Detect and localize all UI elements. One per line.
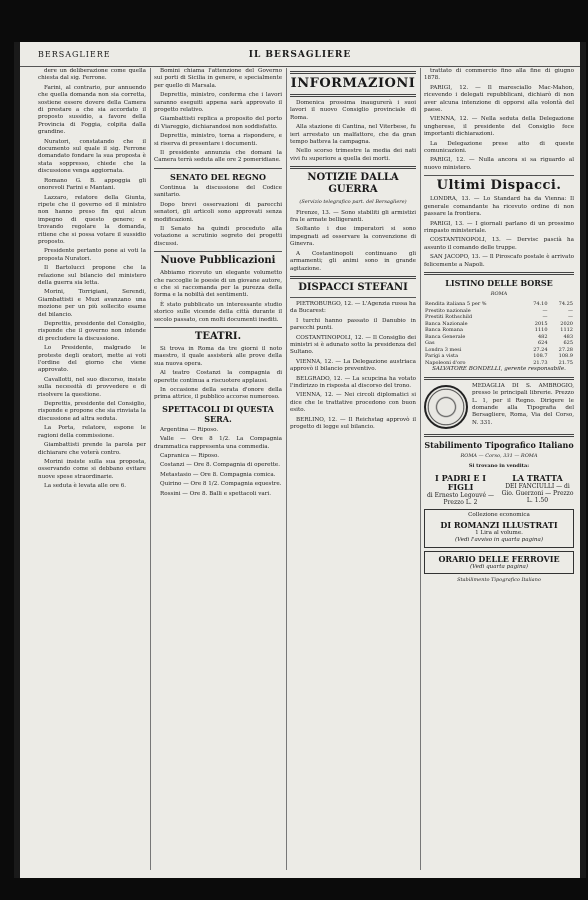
ad-subheading: ROMA — Corso, 331 — ROMA [460,452,538,459]
stock-name: Parigi a vista [425,353,459,360]
stock-value: 2015 [534,320,548,327]
book-title: LA TRATTA [512,472,563,483]
paragraph: Si trova in Roma da tre giorni il noto maestro, il quale assisterà alle prove della sua nuova opera. [154,345,282,367]
section-heading-guerra: NOTIZIE DALLA GUERRA [307,172,399,196]
footer-imprint: Stabilimento Tipografico Italiano [457,577,541,583]
divider [424,175,574,176]
paragraph: dere un deliberazione come quella chiesta dal sig. Ferrone. [38,68,146,82]
stock-value: 21.73 [533,359,548,366]
stock-heading: LISTINO DELLE BORSE [445,277,553,288]
stock-name: Napoleoni d'oro [425,359,466,366]
column-rule [286,68,287,870]
column-4 [424,68,574,872]
masthead-left: BERSAGLIERE [38,50,111,59]
paragraph: Al teatro Costanzi la compagnia di operette continua a riscuotere applausi. [154,370,282,384]
ad-book-left [424,474,497,507]
divider [424,434,574,437]
paragraph: Romano G. B. appoggia gli onorevoli Farini e Mantani. [38,177,146,192]
stock-value: 624 [537,340,548,347]
paragraph: Argentina — Riposo. [160,426,219,433]
paragraph: In occasione della serata d'onore della prima attrice, il pubblico accorse numeroso. [154,387,282,401]
right-page-edge [580,42,586,878]
stock-value: 625 [563,340,573,347]
column-2 [154,68,282,872]
section-heading-ultimi-dispacci: Ultimi Dispacci. [436,178,562,194]
paragraph: Giambattisti prende la parola per dichiarare che voterà contro. [38,442,146,456]
signature-line: SALVATORE BONDELLI, gerente responsabile. [432,366,566,373]
paragraph: Capranica — Riposo. [160,453,220,460]
section-heading-spettacoli: SPETTACOLI DI QUESTA SERA. [162,403,274,424]
paragraph: Continua la discussione del Codice sanitario. [154,184,282,199]
divider [424,377,574,380]
ad-subtitle: 1 Lira al volume. [475,529,523,536]
ad-note: (Vedi quarta pagina) [469,563,529,570]
stock-value: 74.10 [533,301,548,308]
stock-value: 74.25 [558,301,573,308]
stock-table [424,301,574,366]
stock-value: 27.24 [533,346,548,353]
masthead-title: IL BERSAGLIERE [248,50,352,60]
section-subheading: (Servizio telegrafico part. del Bersagliere) [299,199,407,206]
column-rule [150,68,151,870]
newspaper-page [20,42,580,878]
section-heading-senato: SENATO DEL REGNO [170,171,266,182]
divider [290,297,416,298]
ad-text: MEDAGLIA DI S. AMBROGIO, presso le principali librerie. Prezzo L. 1, per il Regno. Dirigere le domande alla Tipografia del Bersagliere, Roma, Via del Corso, N. 331. [472,382,574,426]
paragraph: Deprettis, presidente del Consiglio, risponde che il governo non intende di precludere la discussione. [38,321,146,342]
book-title: I PADRI E I FIGLI [435,472,486,492]
stock-value: 108.9 [558,353,573,360]
masthead [20,44,580,67]
stock-subheading: ROMA [490,290,508,297]
stock-value: — [568,307,573,314]
stock-value: — [542,307,548,314]
book-info: DEI FANCIULLI — di Gio. Guerzoni — Prezzo L. 1.50 [501,482,574,505]
paragraph: Deprettis, ministro, torna a rispondere, e si riserva di presentare i documenti. [154,133,282,147]
divider [424,272,574,275]
stock-name: Gas [425,340,435,347]
paragraph: Lazzaro, relatore della Giunta, ripete che il governo ed il ministro non hanno preso fin qui alcun impegno di questo genere; e trovando regolare la domanda, ritiene che si possa votare il sussidio proposto. [38,194,146,245]
paragraph: PIETROBURGO, 12. — L'Agenzia russa ha da Bucarest: [290,300,416,315]
ad-title: DI ROMANZI ILLUSTRATI [440,519,558,530]
column-rule [420,68,421,870]
paragraph: A Costantinopoli continuano gli armamenti; gli animi sono in grande agitazione. [290,250,416,272]
paragraph: Nuratori, constatando che il documento sul quale il sig. Ferrone domandato fondare la sua proposta è stata soppresso, chiede che la discussione venga aggiornata. [38,138,146,175]
paragraph: VIENNA, 12. — Nei circoli diplomatici si dice che le trattative procedono con buon esito. [290,392,416,414]
paragraph: Abbiamo ricevuto un elegante volumetto che raccoglie le poesie di un giovane autore, e che si raccomanda per la purezza della forma e la nobiltà dei sentimenti. [154,270,282,299]
paragraph: Soltanto i due imperatori si sono impegnati ad osservare la convenzione di Ginevra. [290,226,416,248]
stock-value: 108.7 [533,353,548,360]
stock-name: Banca Romana [425,327,463,334]
paragraph: Il presidente annunzia che domani la Camera terrà seduta alle ore 2 pomeridiane. [154,150,282,164]
stock-name: Prestito nazionale [425,307,471,314]
ad-pretitle: Collezione economica [468,512,530,519]
stock-value: 27.28 [558,346,573,353]
paragraph: Lo Presidente, malgrado le proteste degli oratori, mette ai voti l'ordine del giorno che viene approvato. [38,345,146,374]
column-3 [290,68,416,872]
ad-box-romanzi [424,509,574,547]
paragraph: Morini, Torrigiani, Serendi, Giambattisti e Muzi avanzano una mozione per un più sollecito esame del bilancio. [38,289,146,318]
advertisement-medal [424,383,574,431]
divider [154,168,282,169]
paragraph: Metastasio — Ore 8. Compagnia comica. [160,471,276,478]
paragraph: Quirino — Ore 8 1/2. Compagnia equestre. [160,481,282,488]
paragraph: Il Bartolucci propone che la relazione sul bilancio del ministero della guerra sia letta. [38,265,146,286]
paragraph: Domenica prossima inaugurerà i suoi lavori il nuovo Consiglio provinciale di Roma. [290,100,416,121]
paragraph: BELGRADO, 12. — La scupcina ha votato l'indirizzo in risposta al discorso del trono. [290,375,416,389]
divider [290,276,416,279]
ad-note: (Vedi l'avviso in quarta pagina) [454,537,544,544]
ad-title: ORARIO DELLE FERROVIE [438,553,560,564]
paragraph: Nello scorso trimestre la media dei nati vivi fu superiore a quella dei morti. [290,148,416,162]
stock-name: Rendita italiana 5 per % [425,301,487,308]
medal-seal-icon [424,385,468,429]
paragraph: I turchi hanno passato il Danubio in parecchi punti. [290,317,416,332]
book-info: di Ernesto Legouvé — Prezzo L. 2 [426,491,495,506]
paragraph: VIENNA, 12. — La Delegazione austriaca approvò il bilancio preventivo. [290,358,416,373]
paragraph: È stato pubblicato un interessante studio storico sulle vicende della città durante il secolo passato, con molti documenti inediti. [154,301,282,323]
paragraph: COSTANTINOPOLI, 12. — Il Consiglio dei ministri si è adunato sotto la presidenza del Sultano. [290,334,416,356]
stock-value: 482 [537,333,548,340]
paragraph: PARIGI, 12. — Il maresciallo Mac-Mahon, ricevendo i delegati repubblicani, dichiarò di non aver alcuna intenzione di opporsi alla volontà del paese. [424,84,574,114]
paragraph: Costanzi — Ore 8. Compagnia di operette. [160,462,280,469]
paragraph: Bomini chiama l'attenzione del Governo sui porti di Sicilia in genere, e specialmente per quello di Marsala. [154,68,282,89]
paragraph: Cavallotti, nel suo discorso, insiste sulla necessità di provvedere e di risolvere la questione. [38,376,146,398]
column-1 [38,68,146,872]
paragraph: COSTANTINOPOLI, 13. — Dervisc pascià ha assunto il comando delle truppe. [424,237,574,251]
stock-value: — [542,314,548,321]
paragraph: PARIGI, 13. — I giornali parlano di un prossimo rimpasto ministeriale. [424,220,574,234]
paragraph: Alla stazione di Cantina, nel Viterbese, fu ieri arrestato un malfattore, che da gran tempo batteva la campagna. [290,124,416,146]
stock-value: 1110 [534,327,548,334]
section-heading-informazioni: INFORMAZIONI [290,76,416,91]
stock-name: Banca Nazionale [425,320,468,327]
divider [290,71,416,74]
stock-value: 1112 [560,327,573,334]
paragraph: Giambattisti replica a proposito del porto di Viareggio, dichiarandosi non soddisfatto. [154,116,282,130]
paragraph: Il Senato ha quindi proceduto alla votazione a scrutinio segreto dei progetti discussi. [154,225,282,247]
paragraph: Deprettis, presidente del Consiglio, risponde e propone che sia rinviata la discussione ad altra seduta. [38,401,146,422]
ad-book-right [501,474,574,507]
paragraph: Presidente pertanto pone ai voti la proposta Nuratori. [38,248,146,262]
stock-name: Londra 3 mesi [425,346,462,353]
paragraph: BERLINO, 12. — Il Reichstag approvò il progetto di legge sul bilancio. [290,416,416,430]
ad-books [424,474,574,507]
divider [290,94,416,97]
paragraph: SAN JACOPO, 13. — Il Piroscafo postale è arrivato felicemente a Napoli. [424,254,574,268]
section-heading-teatri: TEATRI. [194,330,242,342]
paragraph: La seduta è levata alle ore 6. [44,483,127,490]
stock-value: 2020 [560,320,573,327]
paragraph: Morini insiste sulla sua proposta, osservando come si debbano evitare nuove spese straordinarie. [38,458,146,480]
section-heading-dispacci: DISPACCI STEFANI [298,281,408,293]
divider [154,251,282,252]
paragraph: Rossini — Ore 8. Balli e spettacoli vari. [160,490,271,497]
paragraph: La Porta, relatore, espone le ragioni della commissione. [38,425,146,439]
paragraph: trattato di commercio fino alla fine di giugno 1878. [424,68,574,82]
paragraph: Deprettis, ministro, conferma che i lavori saranno eseguiti appena sarà approvato il progetto relativo. [154,92,282,114]
stock-value: 21.75 [558,359,573,366]
stock-value: 483 [563,333,573,340]
paragraph: VIENNA, 12. — Nella seduta della Delegazione ungherese, il presidente del Consiglio fece importanti dichiarazioni. [424,116,574,138]
paragraph: La Delegazione prese atto di queste comunicazioni. [424,140,574,155]
stock-name: Prestiti Rothschild [425,314,473,321]
paragraph: LONDRA, 13. — Lo Standard ha da Vienna: Il generale comandante ha ricevuto ordine di non passare la frontiera. [424,196,574,218]
ad-heading-stabilimento: Stabilimento Tipografico Italiano [424,439,574,450]
section-heading-pubblicazioni: Nuove Pubblicazioni [160,255,276,267]
paragraph: Firenze, 13. — Sono stabiliti gli armistizi fra le armate belligeranti. [290,209,416,224]
ad-note: Si trovano in vendita: [468,463,530,470]
paragraph: PARIGI, 12. — Nulla ancora si sa riguardo al nuovo ministero. [424,157,574,171]
divider [154,327,282,328]
paragraph: Farini, al contrario, pur annuendo che quella domanda non sia corretta, sostiene essere dovere della Camera di prestare a che sia accordato il proposto sussidio, a favore della Provincia di Foggia, colpita dalla grandine. [38,84,146,136]
paragraph: Dopo brevi osservazioni di parecchi senatori, gli articoli sono approvati senza modificazioni. [154,201,282,223]
ad-box-ferrovie [424,551,574,574]
stock-name: Banca Generale [425,333,466,340]
divider [290,166,416,169]
stock-value: — [568,314,573,321]
paragraph: Valle — Ore 8 1/2. La Compagnia drammatica rappresenta una commedia. [154,436,282,450]
